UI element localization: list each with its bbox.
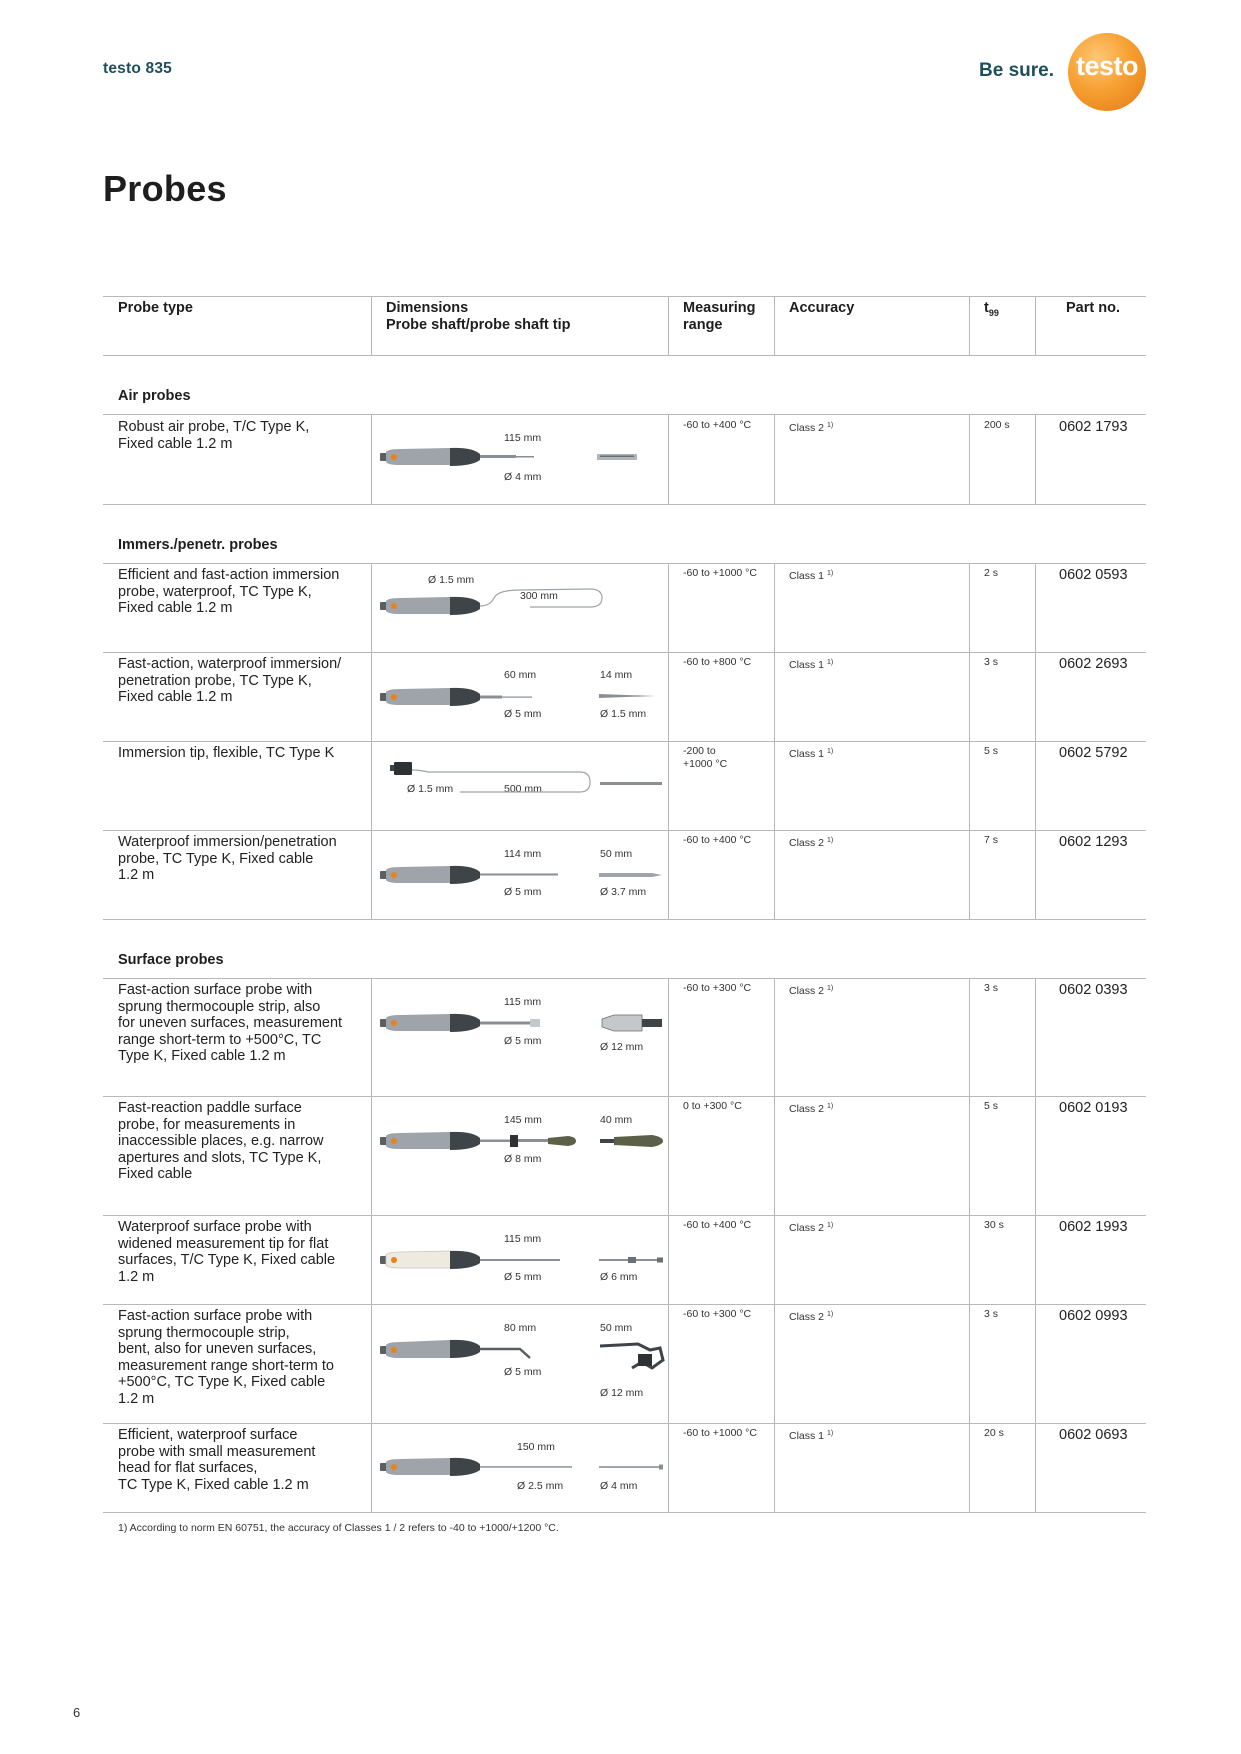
dimension-label: Ø 5 mm	[504, 1035, 542, 1047]
section-heading-air-probes: Air probes	[118, 388, 191, 404]
footnote-marker: 1)	[826, 985, 834, 992]
accuracy-value	[789, 656, 833, 672]
table-rule	[103, 741, 1146, 742]
t99-value: 7 s	[984, 834, 999, 846]
accuracy-text: Class 2	[789, 1222, 825, 1234]
footnote-marker: 1)	[826, 1103, 834, 1110]
description-line: apertures and slots, TC Type K,	[118, 1149, 322, 1166]
column-header-part-no: Part no.	[1066, 300, 1120, 316]
table-rule	[1035, 414, 1036, 504]
measuring-range: -60 to +400 °C	[683, 1219, 752, 1231]
slogan: Be sure.	[979, 60, 1054, 81]
probe-description	[118, 1308, 368, 1407]
probe-illustration	[380, 1011, 665, 1041]
measuring-range: 0 to +300 °C	[683, 1100, 742, 1112]
probe-description	[118, 834, 368, 884]
t99-value: 3 s	[984, 656, 999, 668]
accuracy-text: Class 2	[789, 1311, 825, 1323]
table-rule	[668, 563, 669, 919]
dimension-label: 80 mm	[504, 1322, 537, 1334]
dimension-label: 50 mm	[600, 848, 633, 860]
table-rule	[103, 1423, 1146, 1424]
dimension-label: Ø 1.5 mm	[407, 783, 454, 795]
footnote-marker: 1)	[826, 1430, 834, 1437]
accuracy-value	[789, 419, 833, 435]
t99-value: 200 s	[984, 419, 1010, 431]
dimension-label: Ø 5 mm	[504, 1271, 542, 1283]
probe-illustration	[380, 758, 665, 802]
column-header-accuracy: Accuracy	[789, 300, 855, 316]
part-number: 0602 1793	[1059, 419, 1128, 435]
dimension-label: 300 mm	[520, 590, 558, 602]
description-line: widened measurement tip for flat	[118, 1235, 329, 1252]
dimension-label: Ø 12 mm	[600, 1041, 644, 1053]
table-rule	[774, 296, 775, 355]
description-line: probe, waterproof, TC Type K,	[118, 583, 312, 600]
description-line: penetration probe, TC Type K,	[118, 672, 312, 689]
accuracy-value	[789, 1427, 833, 1443]
dimension-label: Ø 4 mm	[600, 1480, 638, 1492]
description-line: Waterproof surface probe with	[118, 1219, 312, 1235]
table-rule	[103, 652, 1146, 653]
column-header-t99	[984, 300, 999, 321]
table-rule	[969, 563, 970, 919]
table-rule	[668, 978, 669, 1512]
probe-illustration	[380, 445, 660, 475]
probe-description	[118, 745, 368, 762]
t99-value: 3 s	[984, 1308, 999, 1320]
column-header-dimensions-line: Dimensions	[386, 300, 469, 316]
measuring-range: -60 to +1000 °C	[683, 567, 757, 579]
probe-illustration	[380, 685, 660, 711]
t99-value: 20 s	[984, 1427, 1004, 1439]
description-line: Type K, Fixed cable 1.2 m	[118, 1048, 286, 1064]
t99-symbol: t	[984, 300, 989, 316]
table-rule	[668, 296, 669, 355]
description-line: Fixed cable	[118, 1166, 193, 1182]
description-line: Fast-reaction paddle surface	[118, 1100, 302, 1116]
dimension-label: Ø 12 mm	[600, 1387, 644, 1399]
accuracy-text: Class 2	[789, 837, 825, 849]
part-number: 0602 0193	[1059, 1100, 1128, 1116]
description-line: sprung thermocouple strip, also	[118, 998, 321, 1015]
measuring-range: -60 to +300 °C	[683, 1308, 752, 1320]
column-header-probe-type: Probe type	[118, 300, 193, 316]
t99-subscript: 99	[988, 307, 999, 318]
part-number: 0602 0593	[1059, 567, 1128, 583]
probe-description	[118, 656, 368, 706]
table-rule	[103, 1215, 1146, 1216]
description-line: Fast-action surface probe with	[118, 982, 313, 998]
description-line: probe, for measurements in	[118, 1116, 296, 1133]
dimension-label: 60 mm	[504, 669, 537, 681]
table-rule	[371, 414, 372, 504]
measuring-range: -60 to +1000 °C	[683, 1427, 757, 1439]
description-line: 1.2 m	[118, 1268, 155, 1285]
part-number: 0602 0393	[1059, 982, 1128, 998]
measuring-range: -60 to +400 °C	[683, 419, 752, 431]
table-rule	[103, 919, 1146, 920]
table-rule	[1035, 978, 1036, 1512]
table-rule	[103, 978, 1146, 979]
dimension-label: 115 mm	[504, 996, 542, 1008]
t99-value: 30 s	[984, 1219, 1004, 1231]
accuracy-text: Class 1	[789, 1430, 825, 1442]
description-line: Fixed cable 1.2 m	[118, 689, 233, 705]
accuracy-text: Class 1	[789, 659, 825, 671]
footnote-marker: 1)	[826, 570, 834, 577]
description-line: Efficient, waterproof surface	[118, 1427, 298, 1443]
testo-logo	[1068, 33, 1146, 111]
footnote-marker: 1)	[826, 748, 834, 755]
table-rule	[774, 414, 775, 504]
table-rule	[774, 978, 775, 1512]
part-number: 0602 2693	[1059, 656, 1128, 672]
dimension-label: Ø 5 mm	[504, 1366, 542, 1378]
probe-illustration	[380, 580, 620, 620]
dimension-label: Ø 1.5 mm	[428, 574, 475, 586]
page-number: 6	[73, 1705, 81, 1720]
table-rule	[371, 563, 372, 919]
dimension-label: 145 mm	[504, 1114, 542, 1126]
range-line: -200 to	[683, 745, 716, 757]
column-header-measuring-range	[683, 300, 756, 333]
accuracy-text: Class 2	[789, 985, 825, 997]
table-rule	[103, 296, 1146, 297]
table-rule	[103, 355, 1146, 356]
description-line: TC Type K, Fixed cable 1.2 m	[118, 1476, 309, 1493]
dimension-label: Ø 6 mm	[600, 1271, 638, 1283]
description-line: head for flat surfaces,	[118, 1460, 258, 1476]
dimension-label: 40 mm	[600, 1114, 633, 1126]
description-line: measurement range short-term to	[118, 1357, 334, 1374]
accuracy-value	[789, 1308, 833, 1324]
table-rule	[103, 1512, 1146, 1513]
accuracy-text: Class 2	[789, 1103, 825, 1115]
dimension-label: Ø 5 mm	[504, 886, 542, 898]
dimension-label: 500 mm	[504, 783, 542, 795]
table-rule	[1035, 296, 1036, 355]
dimension-label: 114 mm	[504, 848, 542, 860]
page-title: Probes	[103, 168, 227, 209]
column-header-dimensions-line: Probe shaft/probe shaft tip	[386, 316, 571, 333]
description-line: for uneven surfaces, measurement	[118, 1015, 343, 1031]
dimension-label: Ø 5 mm	[504, 708, 542, 720]
accuracy-value	[789, 1100, 833, 1116]
column-header-range-line: Measuring	[683, 300, 756, 316]
table-rule	[668, 414, 669, 504]
table-rule	[103, 563, 1146, 564]
description-line: Efficient and fast-action immersion	[118, 567, 340, 583]
dimension-label: 14 mm	[600, 669, 633, 681]
probe-description	[118, 1427, 368, 1493]
description-line: probe with small measurement	[118, 1443, 316, 1460]
footnote-marker: 1)	[826, 659, 834, 666]
description-line: Fixed cable 1.2 m	[118, 435, 233, 452]
section-heading-immersion-probes: Immers./penetr. probes	[118, 537, 278, 553]
description-line: Waterproof immersion/penetration	[118, 834, 337, 850]
table-rule	[103, 414, 1146, 415]
description-line: Robust air probe, T/C Type K,	[118, 419, 310, 435]
description-line: Immersion tip, flexible, TC Type K	[118, 745, 335, 761]
dimension-label: Ø 8 mm	[504, 1153, 542, 1165]
probe-description	[118, 419, 368, 452]
accuracy-value	[789, 567, 833, 583]
column-header-range-line: range	[683, 316, 723, 333]
probe-description	[118, 982, 368, 1065]
dimension-label: 115 mm	[504, 1233, 542, 1245]
dimension-label: 150 mm	[517, 1441, 555, 1453]
product-name: testo 835	[103, 60, 172, 77]
table-rule	[969, 414, 970, 504]
probe-illustration	[380, 1248, 665, 1276]
dimension-label: 50 mm	[600, 1322, 633, 1334]
table-rule	[103, 830, 1146, 831]
table-rule	[969, 296, 970, 355]
probe-illustration	[380, 1336, 665, 1382]
description-line: Fast-action surface probe with	[118, 1308, 313, 1324]
dimension-label: Ø 3.7 mm	[600, 886, 647, 898]
accuracy-text: Class 1	[789, 570, 825, 582]
accuracy-value	[789, 834, 833, 850]
dimension-label: 115 mm	[504, 432, 542, 444]
footnote-marker: 1)	[826, 422, 834, 429]
description-line: Fixed cable 1.2 m	[118, 600, 233, 616]
measuring-range: -60 to +800 °C	[683, 656, 752, 668]
probe-illustration	[380, 1129, 665, 1157]
t99-value: 5 s	[984, 745, 999, 757]
dimension-label: Ø 1.5 mm	[600, 708, 647, 720]
table-rule	[774, 563, 775, 919]
table-footnote: 1) According to norm EN 60751, the accuracy of Classes 1 / 2 refers to -40 to +1000/+1200 °C.	[118, 1522, 559, 1534]
table-rule	[969, 978, 970, 1512]
column-header-dimensions	[386, 300, 571, 333]
description-line: bent, also for uneven surfaces,	[118, 1341, 317, 1357]
measuring-range: -60 to +400 °C	[683, 834, 752, 846]
accuracy-value	[789, 745, 833, 761]
table-rule	[371, 296, 372, 355]
description-line: probe, TC Type K, Fixed cable	[118, 850, 314, 867]
dimension-label: Ø 2.5 mm	[517, 1480, 564, 1492]
accuracy-value	[789, 1219, 833, 1235]
probe-description	[118, 1219, 368, 1285]
part-number: 0602 0993	[1059, 1308, 1128, 1324]
description-line: inaccessible places, e.g. narrow	[118, 1133, 324, 1149]
t99-value: 2 s	[984, 567, 999, 579]
footnote-marker: 1)	[826, 837, 834, 844]
probe-illustration	[380, 863, 665, 889]
description-line: sprung thermocouple strip,	[118, 1324, 290, 1341]
description-line: Fast-action, waterproof immersion/	[118, 656, 342, 672]
footnote-marker: 1)	[826, 1222, 834, 1229]
logo-text: testo	[1075, 51, 1138, 81]
accuracy-value	[789, 982, 833, 998]
dimension-label: Ø 4 mm	[504, 471, 542, 483]
accuracy-text: Class 1	[789, 748, 825, 760]
table-rule	[103, 504, 1146, 505]
description-line: 1.2 m	[118, 867, 155, 883]
part-number: 0602 1993	[1059, 1219, 1128, 1235]
measuring-range: -60 to +300 °C	[683, 982, 752, 994]
description-line: surfaces, T/C Type K, Fixed cable	[118, 1252, 336, 1268]
accuracy-text: Class 2	[789, 422, 825, 434]
section-heading-surface-probes: Surface probes	[118, 952, 224, 968]
t99-value: 3 s	[984, 982, 999, 994]
table-rule	[371, 978, 372, 1512]
table-rule	[103, 1304, 1146, 1305]
table-rule	[103, 1096, 1146, 1097]
description-line: +500°C, TC Type K, Fixed cable	[118, 1374, 326, 1390]
part-number: 0602 1293	[1059, 834, 1128, 850]
range-line: +1000 °C	[683, 758, 728, 770]
t99-value: 5 s	[984, 1100, 999, 1112]
footnote-marker: 1)	[826, 1311, 834, 1318]
probe-illustration	[380, 1455, 665, 1481]
table-rule	[1035, 563, 1036, 919]
measuring-range	[683, 745, 727, 771]
part-number: 0602 0693	[1059, 1427, 1128, 1443]
part-number: 0602 5792	[1059, 745, 1128, 761]
description-line: range short-term to +500°C, TC	[118, 1031, 322, 1048]
probe-description	[118, 567, 368, 617]
probe-description	[118, 1100, 368, 1183]
description-line: 1.2 m	[118, 1390, 155, 1407]
